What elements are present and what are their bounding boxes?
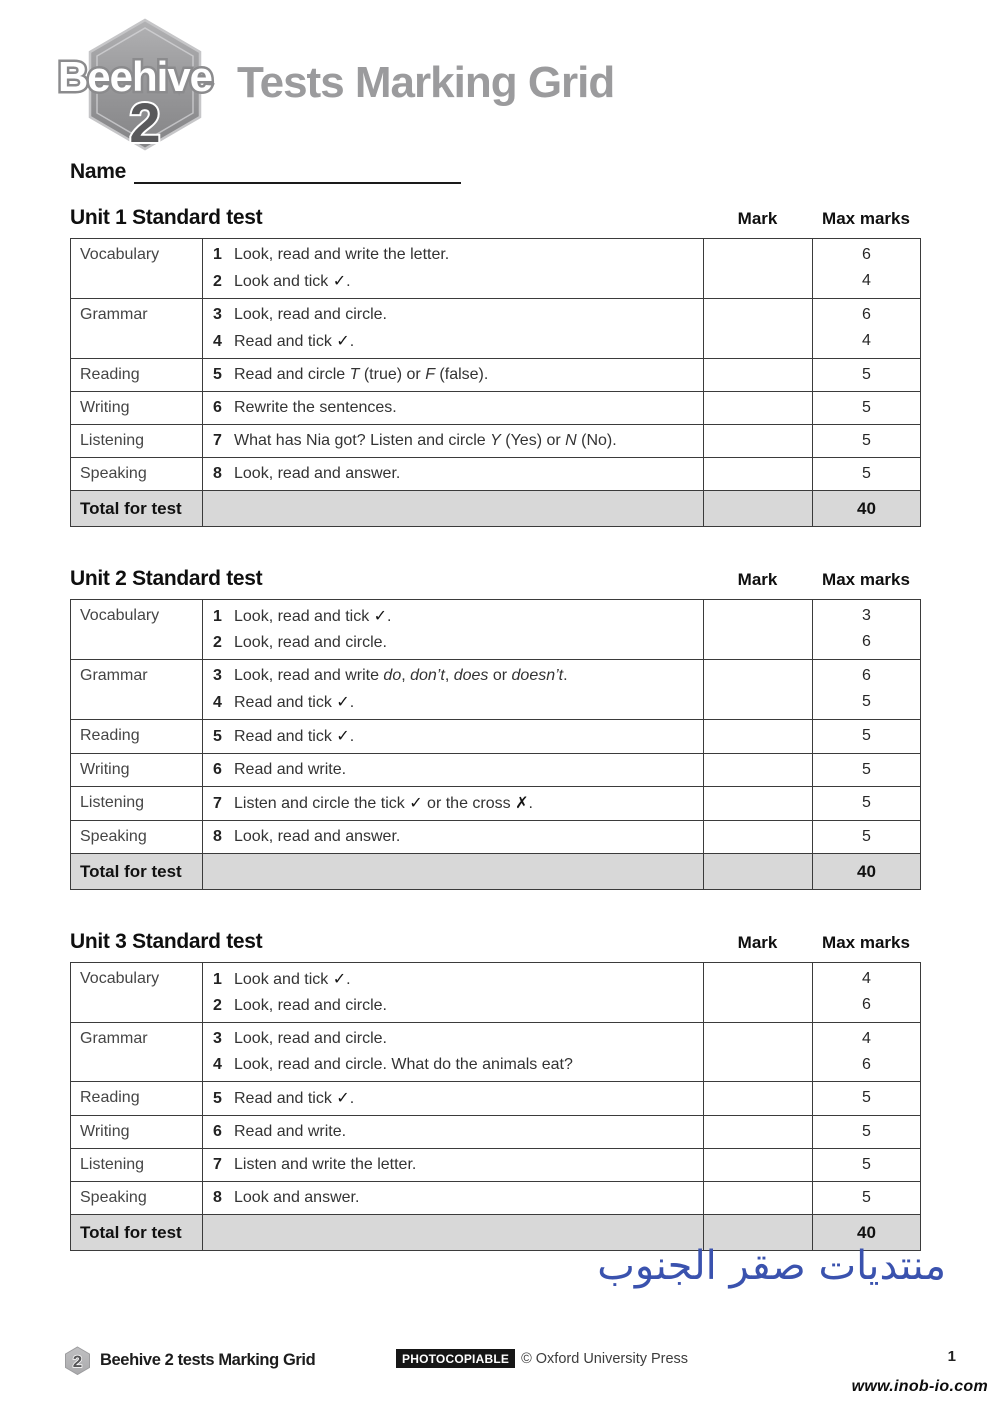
category-label: Writing: [71, 1116, 203, 1149]
name-row: [70, 160, 461, 184]
mark-column-header: Mark: [737, 570, 778, 589]
category-row: [71, 425, 921, 458]
mark-entry-cell: [704, 720, 813, 754]
task-line: 6 Rewrite the sentences.: [213, 395, 697, 421]
task-number: 5: [213, 366, 222, 383]
category-label: Grammar: [71, 299, 203, 359]
logo-level-number: 2: [129, 91, 161, 151]
task-line: 2 Look, read and circle.: [213, 630, 697, 656]
category-label: Speaking: [71, 821, 203, 854]
marking-grid-table: [70, 962, 921, 1251]
task-number: 5: [213, 1090, 222, 1107]
total-max-marks-value: 40: [813, 1215, 921, 1251]
max-marks-cell: [813, 754, 921, 787]
max-marks-cell: [813, 963, 921, 1023]
max-marks-cell: [813, 1116, 921, 1149]
task-number: 8: [213, 1189, 222, 1206]
category-label: Grammar: [71, 1023, 203, 1082]
italic-word: do: [383, 667, 402, 684]
name-label: Name: [70, 160, 126, 183]
mark-entry-cell: [704, 299, 813, 359]
footer: [0, 1346, 993, 1376]
italic-word: does: [453, 667, 489, 684]
mark-entry-cell: [704, 1023, 813, 1082]
footer-left: [64, 1346, 315, 1375]
category-row: [71, 299, 921, 359]
page-title: Tests Marking Grid: [237, 58, 615, 107]
task-number: 7: [213, 432, 222, 449]
task-line: 7 What has Nia got? Listen and circle Y (Yes) or N (No).: [213, 428, 697, 454]
max-marks-value: 5: [862, 794, 871, 811]
mark-entry-cell: [704, 754, 813, 787]
beehive-logo: [48, 18, 223, 151]
max-marks-cell: [813, 821, 921, 854]
tasks-cell: [203, 1023, 704, 1082]
tasks-cell: [203, 787, 704, 821]
mark-entry-cell: [704, 600, 813, 660]
category-label: Speaking: [71, 1182, 203, 1215]
task-line: 7 Listen and write the letter.: [213, 1152, 697, 1178]
task-number: 6: [213, 1123, 222, 1140]
footer-center: [396, 1349, 688, 1368]
italic-word: N: [565, 432, 577, 449]
task-line: 5 Read and circle T (true) or F (false).: [213, 362, 697, 388]
category-row: [71, 458, 921, 491]
max-marks-value: 4: [862, 272, 871, 289]
category-label: Writing: [71, 392, 203, 425]
footer-doc-title: Beehive 2 tests Marking Grid: [100, 1351, 316, 1369]
total-max-marks-value: 40: [813, 854, 921, 890]
category-row: [71, 1116, 921, 1149]
unit-heading-row: [70, 206, 920, 230]
unit-heading-row: [70, 930, 920, 954]
max-marks-cell: [813, 299, 921, 359]
max-marks-cell: [813, 660, 921, 720]
task-line: 4 Read and tick ✓.: [213, 689, 697, 716]
category-label: Writing: [71, 754, 203, 787]
tick-mark: ✓: [336, 1088, 350, 1107]
tables: [70, 206, 920, 1251]
page-number: 1: [947, 1348, 956, 1365]
category-label: Listening: [71, 787, 203, 821]
category-row: [71, 1082, 921, 1116]
total-label: Total for test: [71, 491, 203, 527]
tasks-cell: [203, 359, 704, 392]
task-number: 2: [213, 273, 222, 290]
max-marks-cell: [813, 600, 921, 660]
task-line: 8 Look, read and answer.: [213, 461, 697, 487]
task-line: 5 Read and tick ✓.: [213, 723, 697, 750]
task-line: 3 Look, read and circle.: [213, 302, 697, 328]
mark-entry-cell: [704, 392, 813, 425]
site-url: www.inob-io.com: [851, 1378, 988, 1395]
max-marks-value: 4: [862, 332, 871, 349]
mark-entry-cell: [704, 425, 813, 458]
task-line: 1 Look, read and tick ✓.: [213, 603, 697, 630]
italic-word: F: [425, 366, 435, 383]
max-marks-value: 6: [862, 633, 871, 650]
category-label: Reading: [71, 359, 203, 392]
mark-entry-cell: [704, 239, 813, 299]
max-marks-cell: [813, 239, 921, 299]
category-label: Listening: [71, 425, 203, 458]
unit-title: Unit 1 Standard test: [70, 206, 263, 229]
task-number: 7: [213, 795, 222, 812]
task-number: 7: [213, 1156, 222, 1173]
max-marks-value: 5: [862, 1089, 871, 1106]
max-marks-value: 4: [862, 970, 871, 987]
tasks-cell: [203, 963, 704, 1023]
marking-grid-table: [70, 238, 921, 527]
max-marks-cell: [813, 787, 921, 821]
max-marks-value: 5: [862, 465, 871, 482]
category-row: [71, 1023, 921, 1082]
task-number: 6: [213, 761, 222, 778]
max-marks-value: 6: [862, 996, 871, 1013]
name-fill-in-line: [134, 162, 461, 184]
max-marks-value: 3: [862, 607, 871, 624]
italic-word: don’t: [410, 667, 445, 684]
category-label: Grammar: [71, 660, 203, 720]
category-row: [71, 359, 921, 392]
task-number: 3: [213, 667, 222, 684]
task-number: 4: [213, 694, 222, 711]
category-label: Reading: [71, 720, 203, 754]
mark-entry-cell: [704, 660, 813, 720]
category-row: [71, 963, 921, 1023]
task-number: 4: [213, 333, 222, 350]
task-number: 3: [213, 1030, 222, 1047]
total-label: Total for test: [71, 1215, 203, 1251]
category-label: Vocabulary: [71, 963, 203, 1023]
task-line: 6 Read and write.: [213, 757, 697, 783]
total-mark-entry-cell: [704, 491, 813, 527]
max-marks-cell: [813, 425, 921, 458]
tick-mark: ✓: [373, 606, 388, 625]
mark-entry-cell: [704, 1116, 813, 1149]
task-number: 4: [213, 1056, 222, 1073]
task-line: 3 Look, read and write do, don’t, does or doesn’t.: [213, 663, 697, 689]
category-row: [71, 392, 921, 425]
max-marks-cell: [813, 1149, 921, 1182]
category-label: Vocabulary: [71, 239, 203, 299]
tasks-cell: [203, 754, 704, 787]
tasks-cell: [203, 720, 704, 754]
task-number: 3: [213, 306, 222, 323]
tasks-cell: [203, 1082, 704, 1116]
tasks-cell: [203, 600, 704, 660]
category-row: [71, 720, 921, 754]
max-marks-value: 5: [862, 1123, 871, 1140]
max-marks-value: 5: [862, 761, 871, 778]
task-number: 1: [213, 608, 222, 625]
watermark-text: منتديات صقر الجنوب: [597, 1243, 946, 1289]
max-marks-cell: [813, 720, 921, 754]
unit-heading-row: [70, 567, 920, 591]
unit-title: Unit 2 Standard test: [70, 567, 263, 590]
tick-mark: ✓: [332, 271, 347, 290]
hexagon-level-icon: [64, 1346, 91, 1375]
footer-level-number: 2: [72, 1352, 83, 1371]
max-marks-value: 5: [862, 366, 871, 383]
category-row: [71, 600, 921, 660]
category-row: [71, 821, 921, 854]
task-number: 2: [213, 997, 222, 1014]
italic-word: Y: [490, 432, 501, 449]
tick-mark: ✓: [332, 969, 347, 988]
tasks-cell: [203, 425, 704, 458]
total-label: Total for test: [71, 854, 203, 890]
task-number: 8: [213, 828, 222, 845]
max-marks-value: 6: [862, 306, 871, 323]
unit-title: Unit 3 Standard test: [70, 930, 263, 953]
tick-mark: ✓: [336, 692, 350, 711]
mark-entry-cell: [704, 963, 813, 1023]
task-number: 5: [213, 728, 222, 745]
max-marks-value: 5: [862, 828, 871, 845]
max-marks-cell: [813, 392, 921, 425]
total-spacer-cell: [203, 491, 704, 527]
category-row: [71, 787, 921, 821]
category-row: [71, 239, 921, 299]
category-label: Speaking: [71, 458, 203, 491]
task-line: 8 Look and answer.: [213, 1185, 697, 1211]
italic-word: doesn’t: [511, 667, 564, 684]
task-line: 5 Read and tick ✓.: [213, 1085, 697, 1112]
italic-word: T: [349, 366, 360, 383]
tasks-cell: [203, 239, 704, 299]
task-line: 3 Look, read and circle.: [213, 1026, 697, 1052]
total-max-marks-value: 40: [813, 491, 921, 527]
category-row: [71, 1182, 921, 1215]
tasks-cell: [203, 1149, 704, 1182]
task-line: 6 Read and write.: [213, 1119, 697, 1145]
task-number: 2: [213, 634, 222, 651]
total-mark-entry-cell: [704, 854, 813, 890]
marking-grid-table: [70, 599, 921, 890]
max-marks-column-header: Max marks: [822, 570, 910, 589]
task-number: 1: [213, 246, 222, 263]
task-line: 8 Look, read and answer.: [213, 824, 697, 850]
tick-mark: ✓: [409, 793, 423, 812]
mark-column-header: Mark: [737, 209, 778, 228]
max-marks-cell: [813, 359, 921, 392]
task-number: 1: [213, 971, 222, 988]
category-label: Vocabulary: [71, 600, 203, 660]
task-line: 4 Read and tick ✓.: [213, 328, 697, 355]
cross-mark: ✗: [515, 793, 529, 812]
task-line: 1 Look, read and write the letter.: [213, 242, 697, 268]
tasks-cell: [203, 1182, 704, 1215]
tick-mark: ✓: [336, 331, 350, 350]
photocopiable-badge: PHOTOCOPIABLE: [396, 1349, 515, 1368]
mark-column-header: Mark: [737, 933, 778, 952]
task-line: 4 Look, read and circle. What do the animals eat?: [213, 1052, 697, 1078]
max-marks-cell: [813, 1082, 921, 1116]
max-marks-value: 5: [862, 1156, 871, 1173]
total-row: [71, 854, 921, 890]
total-spacer-cell: [203, 854, 704, 890]
max-marks-value: 5: [862, 432, 871, 449]
logo-brand-text: Beehive: [57, 53, 213, 100]
max-marks-value: 4: [862, 1030, 871, 1047]
category-label: Reading: [71, 1082, 203, 1116]
max-marks-value: 5: [862, 727, 871, 744]
max-marks-value: 5: [862, 1189, 871, 1206]
max-marks-value: 6: [862, 246, 871, 263]
task-line: 1 Look and tick ✓.: [213, 966, 697, 993]
tasks-cell: [203, 458, 704, 491]
tasks-cell: [203, 821, 704, 854]
task-line: 7 Listen and circle the tick ✓ or the cross ✗.: [213, 790, 697, 817]
copyright-text: © Oxford University Press: [521, 1350, 689, 1367]
category-row: [71, 754, 921, 787]
max-marks-value: 5: [862, 399, 871, 416]
category-label: Listening: [71, 1149, 203, 1182]
mark-entry-cell: [704, 1082, 813, 1116]
task-number: 8: [213, 465, 222, 482]
max-marks-cell: [813, 458, 921, 491]
max-marks-column-header: Max marks: [822, 933, 910, 952]
max-marks-cell: [813, 1182, 921, 1215]
max-marks-value: 6: [862, 667, 871, 684]
mark-entry-cell: [704, 458, 813, 491]
max-marks-value: 6: [862, 1056, 871, 1073]
tasks-cell: [203, 1116, 704, 1149]
tick-mark: ✓: [336, 726, 350, 745]
tasks-cell: [203, 392, 704, 425]
category-row: [71, 660, 921, 720]
mark-entry-cell: [704, 359, 813, 392]
task-line: 2 Look and tick ✓.: [213, 268, 697, 295]
tasks-cell: [203, 299, 704, 359]
tasks-cell: [203, 660, 704, 720]
mark-entry-cell: [704, 1149, 813, 1182]
total-row: [71, 491, 921, 527]
mark-entry-cell: [704, 1182, 813, 1215]
max-marks-cell: [813, 1023, 921, 1082]
category-row: [71, 1149, 921, 1182]
task-number: 6: [213, 399, 222, 416]
mark-entry-cell: [704, 821, 813, 854]
mark-entry-cell: [704, 787, 813, 821]
max-marks-value: 5: [862, 693, 871, 710]
max-marks-column-header: Max marks: [822, 209, 910, 228]
task-line: 2 Look, read and circle.: [213, 993, 697, 1019]
